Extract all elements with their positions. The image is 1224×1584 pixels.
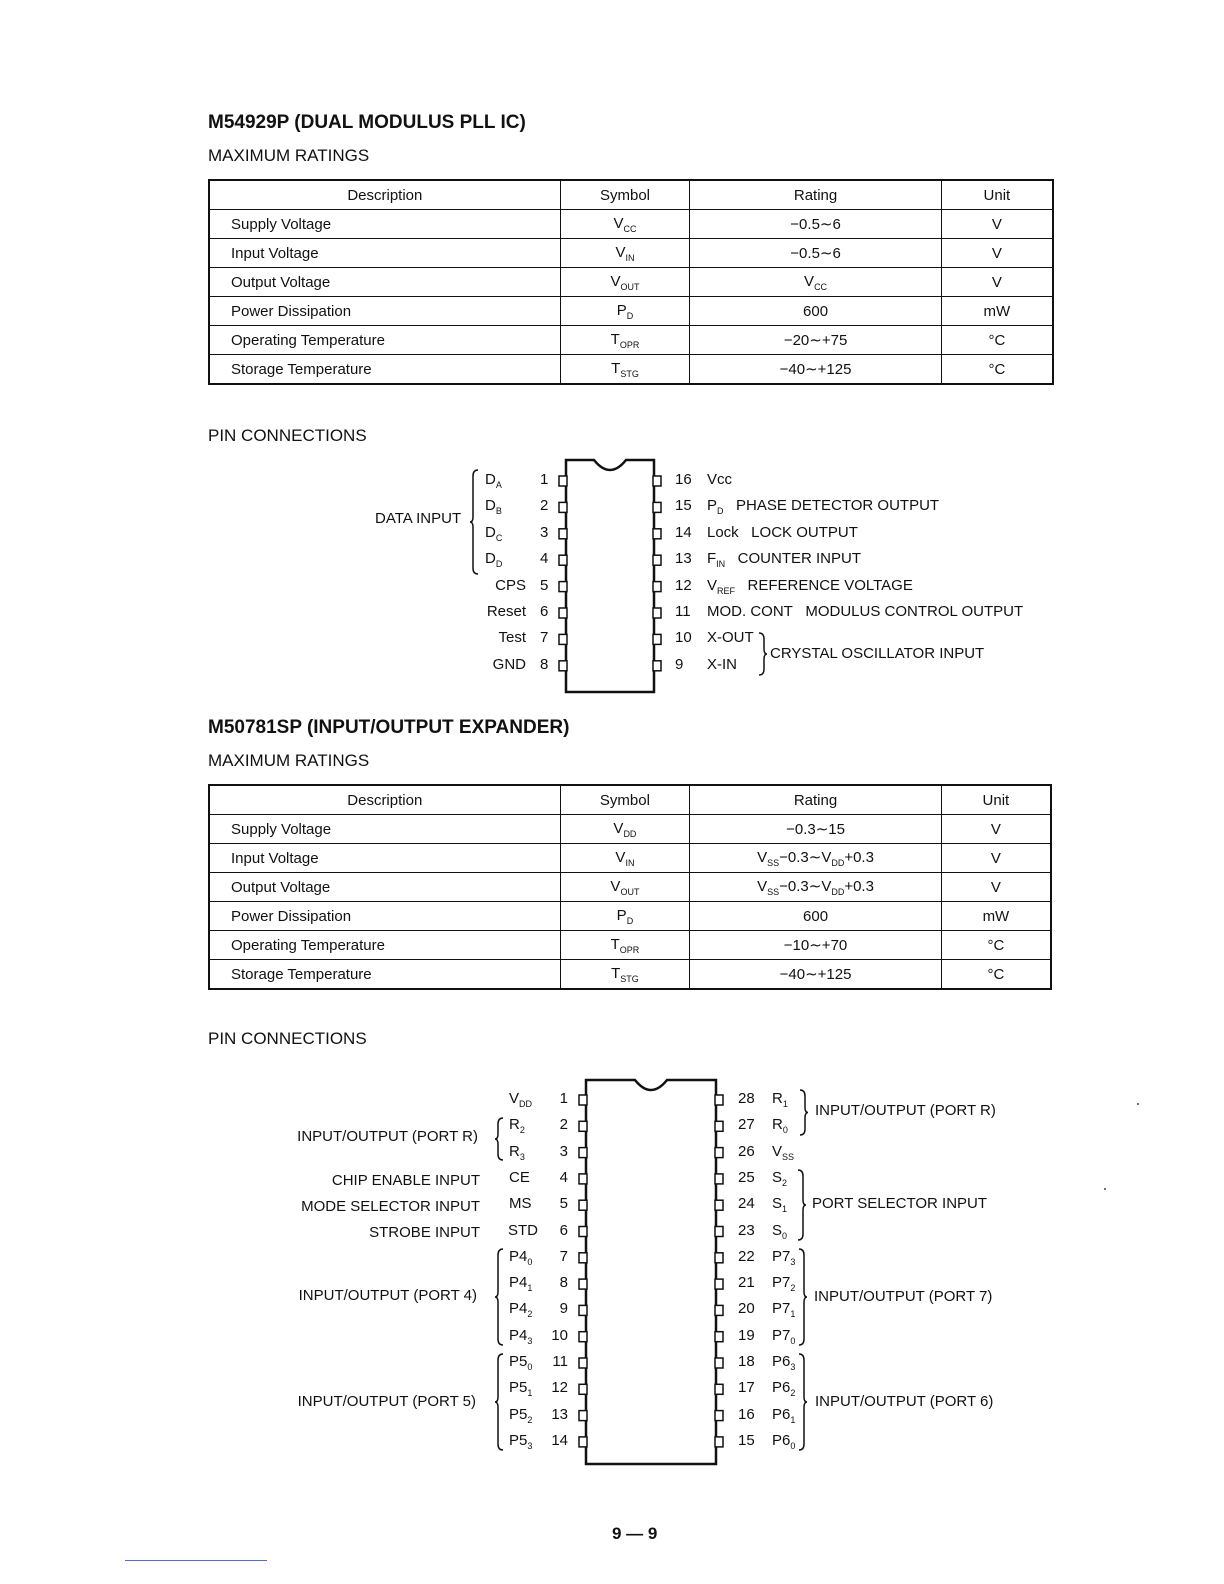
cell-symbol: $V_{IN}$ xyxy=(560,844,690,873)
port5-brace xyxy=(495,1354,505,1450)
header-symbol: Symbol xyxy=(560,180,690,210)
group-label-port-r-right: INPUT/OUTPUT (PORT R) xyxy=(815,1102,996,1119)
pin-stub xyxy=(653,582,661,592)
pin-name: $P_D$ PHASE DETECTOR OUTPUT xyxy=(707,497,940,517)
pin-name: $D_A$ xyxy=(485,471,502,490)
cell-symbol: $T_{STG}$ xyxy=(560,355,690,385)
group-label-port-selector: PORT SELECTOR INPUT xyxy=(812,1195,988,1212)
pin-stub xyxy=(715,1253,723,1263)
cell-unit: V xyxy=(941,210,1053,239)
pin-name: $P4_1$ xyxy=(509,1274,533,1294)
ic2-chip-body xyxy=(576,1078,726,1466)
cell-description: Output Voltage xyxy=(209,873,560,902)
table-row xyxy=(209,815,1051,844)
group-label-crystal: CRYSTAL OSCILLATOR INPUT xyxy=(770,645,985,662)
port-selector-brace xyxy=(798,1170,808,1240)
pin-number: 15 xyxy=(675,497,692,515)
pin-stub xyxy=(579,1305,587,1315)
pin-number: 17 xyxy=(738,1379,755,1397)
pin-name: CE xyxy=(509,1168,530,1186)
pin-number: 13 xyxy=(675,550,692,568)
pin-name: $P6_0$ xyxy=(772,1431,796,1451)
pin-stub xyxy=(715,1174,723,1184)
group-label-port7: INPUT/OUTPUT (PORT 7) xyxy=(814,1288,993,1305)
ic1-ratings-heading: MAXIMUM RATINGS xyxy=(208,146,370,165)
table-row xyxy=(209,931,1051,960)
pin-stub xyxy=(715,1411,723,1421)
header-symbol: Symbol xyxy=(560,785,690,815)
pin-name: $P6_2$ xyxy=(772,1379,796,1399)
pin-number: 12 xyxy=(551,1379,568,1397)
cell-description: Output Voltage xyxy=(209,268,560,297)
pin-name: $P6_1$ xyxy=(772,1405,796,1425)
pin-number: 1 xyxy=(559,1090,568,1107)
pin-number: 4 xyxy=(559,1168,568,1186)
speck xyxy=(1104,1188,1106,1190)
pin-name: $S_2$ xyxy=(772,1168,788,1188)
pin-number: 2 xyxy=(559,1116,568,1134)
table-row xyxy=(209,239,1053,268)
pin-name: MS xyxy=(509,1195,532,1213)
cell-symbol: $T_{STG}$ xyxy=(560,960,690,990)
speck xyxy=(1137,1103,1139,1105)
cell-unit: V xyxy=(941,815,1051,844)
pin-name: $S_1$ xyxy=(772,1195,788,1215)
data-input-brace xyxy=(470,470,480,574)
pin-name: $D_C$ xyxy=(485,523,503,543)
table-row xyxy=(209,844,1051,873)
cell-description: Input Voltage xyxy=(209,844,560,873)
pin-number: 10 xyxy=(551,1326,568,1344)
pin-name: Lock LOCK OUTPUT xyxy=(707,523,858,541)
pin-number: 14 xyxy=(551,1431,568,1449)
ic1-pin-heading: PIN CONNECTIONS xyxy=(208,426,367,445)
pin-number: 1 xyxy=(540,471,549,488)
header-rating: Rating xyxy=(690,785,942,815)
pin-name: $P4_2$ xyxy=(509,1300,533,1320)
pin-number: 20 xyxy=(738,1300,755,1318)
cell-unit: °C xyxy=(941,326,1053,355)
pin-number: 14 xyxy=(675,523,692,541)
pin-name: STD xyxy=(508,1221,538,1239)
ic1-title: M54929P (DUAL MODULUS PLL IC) xyxy=(208,112,526,133)
pin-name: $P6_3$ xyxy=(772,1353,796,1372)
cell-description: Operating Temperature xyxy=(209,326,560,355)
cell-rating: −0.5∼6 xyxy=(690,210,941,239)
pin-stub xyxy=(715,1148,723,1158)
pin-name: $P5_0$ xyxy=(509,1353,533,1372)
pin-name: X-OUT xyxy=(707,629,754,647)
cell-rating: $V_{SS}-0.3\sim V_{DD}+0.3$ xyxy=(690,873,942,902)
pin-stub xyxy=(653,608,661,618)
header-description: Description xyxy=(209,180,560,210)
group-label-port4: INPUT/OUTPUT (PORT 4) xyxy=(298,1287,477,1304)
cell-rating: −0.5∼6 xyxy=(690,239,941,268)
pin-number: 25 xyxy=(738,1168,755,1186)
cell-rating: −40∼+125 xyxy=(690,355,941,385)
pin-number: 26 xyxy=(738,1142,755,1160)
port-r-left-brace xyxy=(495,1118,505,1160)
pin-name: X-IN xyxy=(707,655,737,673)
pin-number: 2 xyxy=(540,497,549,515)
pin-number: 6 xyxy=(559,1221,568,1239)
cell-description: Input Voltage xyxy=(209,239,560,268)
pin-stub xyxy=(653,502,661,512)
header-description: Description xyxy=(209,785,560,815)
cell-description: Storage Temperature xyxy=(209,960,560,990)
table-header-row xyxy=(209,785,1051,815)
cell-symbol: $V_{OUT}$ xyxy=(560,268,690,297)
pin-number: 9 xyxy=(675,655,684,673)
header-rating: Rating xyxy=(690,180,941,210)
pin-name: $P4_3$ xyxy=(509,1326,533,1346)
table-row xyxy=(209,297,1053,326)
cell-symbol: $T_{OPR}$ xyxy=(560,326,690,355)
pin-stub xyxy=(653,634,661,644)
group-label-port5: INPUT/OUTPUT (PORT 5) xyxy=(297,1393,476,1410)
pin-stub xyxy=(579,1121,587,1131)
pin-name: $P4_0$ xyxy=(509,1247,533,1267)
pin-name: $P7_0$ xyxy=(772,1326,796,1346)
pin-stub xyxy=(653,555,661,565)
ic2-title: M50781SP (INPUT/OUTPUT EXPANDER) xyxy=(208,717,570,738)
pin-name: $D_B$ xyxy=(485,497,502,517)
pin-stub xyxy=(559,608,567,618)
pin-name: $P7_1$ xyxy=(772,1300,796,1320)
pin-stub xyxy=(559,634,567,644)
table-row xyxy=(209,210,1053,239)
label-mode-selector: MODE SELECTOR INPUT xyxy=(301,1198,480,1215)
pin-name: GND xyxy=(492,655,526,673)
pin-stub xyxy=(715,1227,723,1237)
pin-stub xyxy=(559,661,567,671)
pin-number: 6 xyxy=(540,603,549,620)
pin-stub xyxy=(579,1437,587,1447)
cell-rating: −20∼+75 xyxy=(690,326,941,355)
table-row xyxy=(209,960,1051,990)
page-number: 9 — 9 xyxy=(612,1524,658,1543)
port6-brace xyxy=(799,1354,809,1450)
pin-stub xyxy=(579,1358,587,1368)
cell-rating: $V_{CC}$ xyxy=(690,268,941,297)
cell-rating: $V_{SS}-0.3\sim V_{DD}+0.3$ xyxy=(690,844,942,873)
pin-stub xyxy=(579,1411,587,1421)
cell-unit: mW xyxy=(941,297,1053,326)
cell-rating: 600 xyxy=(690,297,941,326)
pin-number: 8 xyxy=(559,1274,568,1292)
cell-unit: °C xyxy=(941,355,1053,385)
pin-stub xyxy=(715,1279,723,1289)
pin-number: 18 xyxy=(738,1353,755,1370)
ic1-chip-body xyxy=(556,458,664,694)
cell-rating: −0.3∼15 xyxy=(690,815,942,844)
table-row xyxy=(209,355,1053,385)
port7-brace xyxy=(799,1249,809,1345)
table-row xyxy=(209,902,1051,931)
pin-stub xyxy=(715,1200,723,1210)
cell-description: Power Dissipation xyxy=(209,297,560,326)
pin-name: $P5_2$ xyxy=(509,1405,533,1425)
cell-description: Supply Voltage xyxy=(209,210,560,239)
pin-stub xyxy=(579,1095,587,1105)
pin-name: Test xyxy=(498,629,526,647)
cell-symbol: $V_{OUT}$ xyxy=(560,873,690,902)
pin-stub xyxy=(715,1437,723,1447)
group-label-port-r-left: INPUT/OUTPUT (PORT R) xyxy=(297,1128,478,1145)
pin-stub xyxy=(559,476,567,486)
ic2-ratings-table xyxy=(208,784,1052,990)
pin-number: 24 xyxy=(738,1195,755,1213)
ic2-ratings-heading: MAXIMUM RATINGS xyxy=(208,751,370,770)
pin-name: $D_D$ xyxy=(485,550,503,570)
pin-stub xyxy=(715,1305,723,1315)
cell-description: Supply Voltage xyxy=(209,815,560,844)
pin-stub xyxy=(653,661,661,671)
cell-unit: mW xyxy=(941,902,1051,931)
pin-number: 11 xyxy=(675,603,691,620)
pin-name: $P5_1$ xyxy=(509,1379,533,1399)
pin-stub xyxy=(579,1148,587,1158)
pin-name: $P5_3$ xyxy=(509,1431,533,1451)
cell-unit: V xyxy=(941,268,1053,297)
cell-symbol: $V_{CC}$ xyxy=(560,210,690,239)
cell-symbol: $T_{OPR}$ xyxy=(560,931,690,960)
pin-name: $P7_3$ xyxy=(772,1247,796,1267)
pin-name: Vcc xyxy=(707,471,733,488)
pin-name: $R_2$ xyxy=(509,1116,525,1136)
header-unit: Unit xyxy=(941,785,1051,815)
pin-name: $F_{IN}$ COUNTER INPUT xyxy=(707,550,862,570)
pin-name: $S_0$ xyxy=(772,1221,788,1241)
pin-stub xyxy=(715,1121,723,1131)
cell-rating: −40∼+125 xyxy=(690,960,942,990)
pin-name: CPS xyxy=(495,576,526,594)
cell-unit: V xyxy=(941,844,1051,873)
pin-number: 5 xyxy=(540,576,549,594)
pin-number: 15 xyxy=(738,1431,755,1449)
table-header-row xyxy=(209,180,1053,210)
pin-stub xyxy=(715,1095,723,1105)
pin-stub xyxy=(579,1332,587,1342)
pin-stub xyxy=(715,1384,723,1394)
pin-name: $R_1$ xyxy=(772,1090,788,1109)
pin-name: $V_{SS}$ xyxy=(772,1142,795,1162)
crystal-brace xyxy=(759,633,769,675)
pin-number: 12 xyxy=(675,576,692,594)
table-row xyxy=(209,326,1053,355)
cell-symbol: $P_D$ xyxy=(560,902,690,931)
pin-number: 7 xyxy=(540,629,549,647)
pin-stub xyxy=(579,1384,587,1394)
port4-brace xyxy=(495,1249,505,1345)
port-r-right-brace xyxy=(800,1090,810,1135)
cell-unit: V xyxy=(941,873,1051,902)
cell-unit: V xyxy=(941,239,1053,268)
pin-number: 4 xyxy=(540,550,549,568)
pin-number: 9 xyxy=(559,1300,568,1318)
footer-rule xyxy=(125,1560,267,1561)
label-strobe: STROBE INPUT xyxy=(369,1224,480,1241)
pin-number: 22 xyxy=(738,1247,755,1265)
pin-stub xyxy=(579,1174,587,1184)
pin-stub xyxy=(579,1200,587,1210)
cell-rating: 600 xyxy=(690,902,942,931)
pin-stub xyxy=(559,502,567,512)
pin-name: $R_3$ xyxy=(509,1142,525,1162)
group-label-port6: INPUT/OUTPUT (PORT 6) xyxy=(815,1393,994,1410)
pin-number: 5 xyxy=(559,1195,568,1213)
pin-number: 3 xyxy=(559,1142,568,1160)
cell-description: Power Dissipation xyxy=(209,902,560,931)
pin-number: 13 xyxy=(551,1405,568,1423)
pin-stub xyxy=(579,1279,587,1289)
cell-symbol: $P_D$ xyxy=(560,297,690,326)
pin-number: 16 xyxy=(675,471,692,488)
pin-stub xyxy=(579,1227,587,1237)
pin-stub xyxy=(559,582,567,592)
group-label-data-input: DATA INPUT xyxy=(375,510,462,527)
pin-number: 21 xyxy=(738,1274,755,1292)
cell-symbol: $V_{DD}$ xyxy=(560,815,690,844)
cell-unit: °C xyxy=(941,931,1051,960)
pin-stub xyxy=(653,529,661,539)
pin-stub xyxy=(715,1358,723,1368)
pin-number: 10 xyxy=(675,629,692,647)
ic1-ratings-table xyxy=(208,179,1054,385)
cell-unit: °C xyxy=(941,960,1051,990)
pin-stub xyxy=(653,476,661,486)
pin-number: 28 xyxy=(738,1090,755,1107)
ic2-pin-heading: PIN CONNECTIONS xyxy=(208,1029,367,1048)
cell-description: Operating Temperature xyxy=(209,931,560,960)
pin-number: 11 xyxy=(552,1353,568,1370)
pin-number: 8 xyxy=(540,655,549,673)
cell-description: Storage Temperature xyxy=(209,355,560,385)
pin-name: MOD. CONT MODULUS CONTROL OUTPUT xyxy=(707,603,1024,620)
pin-name: $P7_2$ xyxy=(772,1274,796,1294)
pin-stub xyxy=(715,1332,723,1342)
header-unit: Unit xyxy=(941,180,1053,210)
pin-number: 16 xyxy=(738,1405,755,1423)
pin-number: 23 xyxy=(738,1221,755,1239)
pin-number: 19 xyxy=(738,1326,755,1344)
label-chip-enable: CHIP ENABLE INPUT xyxy=(331,1172,480,1189)
pin-stub xyxy=(559,555,567,565)
table-row xyxy=(209,873,1051,902)
table-row xyxy=(209,268,1053,297)
pin-name: $R_0$ xyxy=(772,1116,788,1136)
pin-number: 7 xyxy=(559,1247,568,1265)
pin-stub xyxy=(579,1253,587,1263)
pin-number: 3 xyxy=(540,523,549,541)
pin-number: 27 xyxy=(738,1116,755,1134)
pin-name: $V_{REF}$ REFERENCE VOLTAGE xyxy=(707,576,913,596)
pin-name: Reset xyxy=(486,603,526,620)
cell-rating: −10∼+70 xyxy=(690,931,942,960)
pin-name: $V_{DD}$ xyxy=(509,1090,533,1109)
pin-stub xyxy=(559,529,567,539)
cell-symbol: $V_{IN}$ xyxy=(560,239,690,268)
